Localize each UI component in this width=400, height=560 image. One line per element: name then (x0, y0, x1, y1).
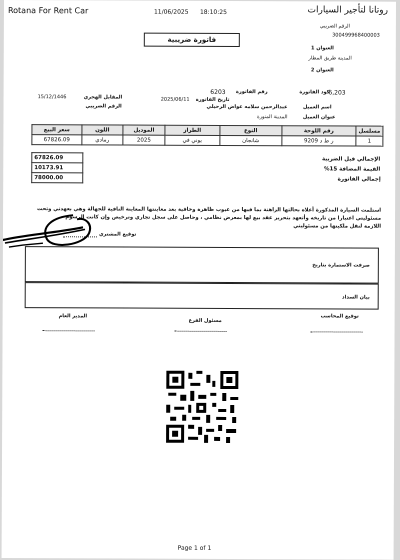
hijri-value: 15/12/1446 (37, 94, 67, 101)
cell-style: يوني في (165, 135, 220, 145)
qr-code (166, 371, 238, 443)
col-color: اللون (82, 125, 123, 135)
address2-label: العنوان 2 (310, 67, 334, 74)
vat-label: القيمة المضافة 15% (324, 165, 381, 173)
cell-price: 67826.09 (32, 135, 82, 145)
invoice-date-value: 2025/06/11 (160, 96, 190, 103)
payment-box (25, 282, 379, 310)
invoice-page (2, 0, 396, 560)
col-plate: رقم اللوحة (282, 126, 356, 136)
col-price: سعر البيع (32, 125, 82, 135)
payment-label: بيان السداد (342, 294, 370, 301)
page-number: Page 1 of 1 (177, 544, 212, 552)
company-tax-label: الرقم الضريبي (319, 23, 350, 30)
company-tax-number: 300499968400003 (332, 32, 380, 39)
cell-color: رمادي (82, 135, 123, 145)
hijri-label: المقابل الهجري (83, 94, 123, 101)
invoice-number-label: رقم الفاتورة (235, 89, 268, 96)
invoice-code-value: 6,203 (328, 89, 346, 97)
declaration-line-3: اللازمة لنقل ملكيتها من مسئوليتي (293, 223, 382, 230)
totals-table (31, 152, 383, 185)
print-date: 11/06/2025 (153, 8, 189, 16)
cell-model: 2025 (123, 135, 165, 145)
address1-value: المدينة طريق المطار (308, 55, 352, 62)
receipt-box (25, 246, 379, 284)
client-name-label: اسم العميل (302, 104, 332, 111)
declaration-line-2: مسئوليتي اعتبارا من تاريخه وأتعهد بتحرير عقد بيع لها بمعرض نظامي ، وحاصل على سجل تجاري وترخيص وإن كانت الرسوم (65, 214, 382, 222)
client-tax-label: الرقم الضريبي (85, 103, 122, 110)
cell-plate: 9209 ر ط د (282, 136, 356, 146)
col-model: الموديل (123, 125, 165, 135)
accountant-signature-line (311, 331, 363, 332)
general-manager-label: المدير العام (58, 313, 88, 320)
items-table (31, 124, 383, 147)
subtotal-label: الإجمالي قبل الضريبة (321, 155, 381, 163)
total-row (32, 173, 383, 185)
col-style: الطراز (165, 125, 220, 135)
client-address-value: المدينة المنورة (256, 114, 288, 121)
branch-manager-label: مسئول الفرع (188, 317, 222, 324)
client-name-value: عبدالرحمن سلامه عواض الرحيلي (206, 103, 288, 111)
accountant-signature-label: توقيع المحاسب (320, 313, 359, 320)
buyer-signature-line (63, 236, 97, 237)
grand-total-label: إجمالي الفاتورة (337, 175, 381, 183)
invoice-number-value: 6203 (210, 88, 226, 96)
cell-serial: 1 (356, 136, 383, 146)
vat-value: 10173.91 (32, 163, 83, 173)
invoice-title: فاتورة ضريبية (144, 33, 240, 47)
cell-type: شانجان (220, 135, 282, 145)
print-time: 18:10:25 (199, 8, 227, 16)
declaration-line-1: استلمت السيارة المذكورة أعلاه بحالتها الراهنة بما فيها من عيوب ظاهرة وخافية بعد معاينتها المعاينة النافية للجهالة وهي بعهدتي وتحت (36, 206, 382, 214)
address1-label: العنوان 1 (310, 45, 334, 52)
company-name-ar: روتانا لتأجير السيارات (307, 5, 388, 16)
branch-manager-line (175, 331, 227, 332)
col-type: النوع (220, 125, 282, 135)
client-address-label: عنوان العميل (302, 114, 336, 121)
subtotal-value: 67826.09 (32, 153, 83, 163)
buyer-signature-label: توقيع المشتري (98, 231, 137, 238)
general-manager-line (43, 330, 95, 331)
receipt-label: صرفت الاستمارة بتاريخ (312, 262, 370, 269)
company-name-en: Rotana For Rent Car (7, 6, 89, 16)
grand-total-value: 78000.00 (32, 173, 83, 183)
col-serial: مسلسل (356, 126, 383, 136)
invoice-date-label: تاريخ الفاتورة (195, 96, 230, 103)
invoice-code-label: كود الفاتورة (299, 89, 330, 96)
table-row (32, 135, 383, 147)
